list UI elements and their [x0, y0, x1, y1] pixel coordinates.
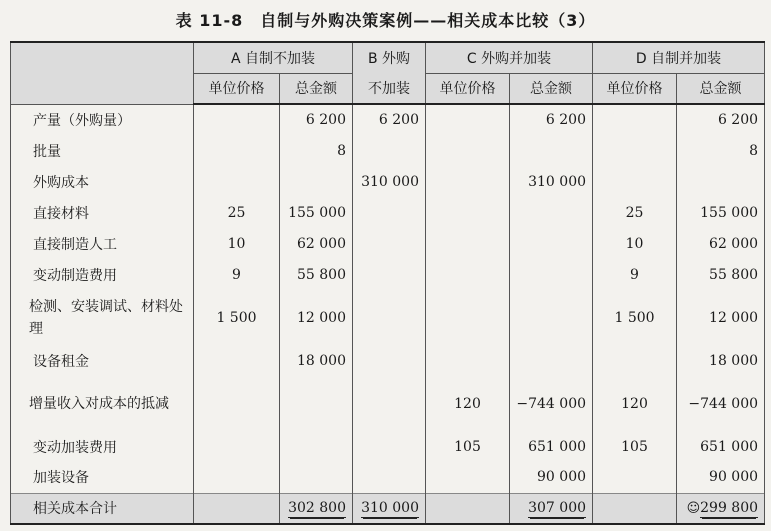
smiley-marker: ☺: [686, 501, 701, 517]
row-label: 加装设备: [11, 462, 194, 493]
cell-a-price: [194, 135, 280, 166]
cell-c-price: [426, 166, 510, 197]
cell-d-total: 55 800: [677, 259, 765, 290]
header-c-total: 总金额: [510, 73, 593, 104]
cell-d-price: 1 500: [593, 290, 677, 345]
total-d: 299 800: [700, 500, 759, 517]
cell-d-price: [593, 493, 677, 524]
row-label: 变动制造费用: [11, 259, 194, 290]
cell-a-price: [194, 462, 280, 493]
cell-b: 6 200: [353, 104, 426, 135]
cell-b: [353, 345, 426, 376]
table-row: [11, 104, 765, 135]
cell-a-total: [280, 462, 353, 493]
table-row: [11, 197, 765, 228]
table-row: [11, 376, 765, 431]
cell-b: [353, 431, 426, 462]
cell-a-total: 55 800: [280, 259, 353, 290]
cell-a-total: [280, 493, 353, 524]
cell-c-total: −744 000: [510, 376, 593, 431]
header-d-price: 单位价格: [593, 73, 677, 104]
cell-a-total: 6 200: [280, 104, 353, 135]
cell-c-total: 90 000: [510, 462, 593, 493]
row-label: 设备租金: [11, 345, 194, 376]
cell-b: [353, 259, 426, 290]
cell-d-total: 90 000: [677, 462, 765, 493]
cell-d-total: 62 000: [677, 228, 765, 259]
header-a-total: 总金额: [280, 73, 353, 104]
cost-comparison-table: [10, 41, 765, 525]
cell-a-total: 18 000: [280, 345, 353, 376]
cell-c-price: 120: [426, 376, 510, 431]
table-title: 表 11-8 自制与外购决策案例——相关成本比较（3）: [175, 11, 596, 30]
cell-b: 310 000: [353, 166, 426, 197]
cell-a-price: [194, 345, 280, 376]
cell-c-total: [510, 197, 593, 228]
row-label: 变动加装费用: [11, 431, 194, 462]
row-label: 批量: [11, 135, 194, 166]
cell-b: [353, 376, 426, 431]
header-group-b: B 外购: [353, 42, 426, 73]
cell-d-total: 8: [677, 135, 765, 166]
cell-a-price: [194, 431, 280, 462]
cell-a-total: [280, 166, 353, 197]
table-row: [11, 228, 765, 259]
cell-c-total: [510, 228, 593, 259]
cell-c-price: [426, 228, 510, 259]
table-row: [11, 345, 765, 376]
cell-d-price: 9: [593, 259, 677, 290]
total-a: 302 800: [288, 500, 346, 517]
cell-d-price: 10: [593, 228, 677, 259]
cell-c-total: [510, 493, 593, 524]
total-c: 307 000: [528, 500, 587, 517]
header-d-total: 总金额: [677, 73, 765, 104]
cell-d-price: [593, 135, 677, 166]
cell-c-price: 105: [426, 431, 510, 462]
cell-d-price: [593, 166, 677, 197]
cell-c-price: [426, 135, 510, 166]
cell-d-price: [593, 345, 677, 376]
cell-b: [353, 135, 426, 166]
cell-a-total: [280, 376, 353, 431]
cell-b: [353, 197, 426, 228]
total-b: 310 000: [361, 500, 419, 517]
cell-c-total: [510, 345, 593, 376]
cell-d-total: 18 000: [677, 345, 765, 376]
cell-b: [353, 462, 426, 493]
cell-b: [353, 290, 426, 345]
cell-a-total: 12 000: [280, 290, 353, 345]
row-label: 直接制造人工: [11, 228, 194, 259]
row-label: 增量收入对成本的抵减: [11, 376, 194, 431]
header-group-a: A 自制不加装: [194, 42, 353, 73]
cell-a-total: 155 000: [280, 197, 353, 228]
header-group-c: C 外购并加装: [426, 42, 593, 73]
row-label: 检测、安装调试、材料处理: [11, 290, 194, 345]
cell-d-total: [677, 493, 765, 524]
cell-d-total: 155 000: [677, 197, 765, 228]
table-row: [11, 431, 765, 462]
cell-d-price: 25: [593, 197, 677, 228]
cell-c-total: [510, 290, 593, 345]
row-label: 产量（外购量）: [11, 104, 194, 135]
cell-a-price: 1 500: [194, 290, 280, 345]
cell-c-price: [426, 345, 510, 376]
cell-a-price: [194, 493, 280, 524]
cell-c-total: 6 200: [510, 104, 593, 135]
cell-c-price: [426, 259, 510, 290]
cell-d-total: 6 200: [677, 104, 765, 135]
cell-c-price: [426, 290, 510, 345]
cell-c-price: [426, 197, 510, 228]
cell-a-total: [280, 431, 353, 462]
cell-b: [353, 228, 426, 259]
cell-d-price: [593, 462, 677, 493]
header-group-d: D 自制并加装: [593, 42, 765, 73]
cell-d-price: 105: [593, 431, 677, 462]
cell-a-price: [194, 376, 280, 431]
cell-c-price: [426, 493, 510, 524]
cell-c-total: [510, 135, 593, 166]
total-row: [11, 493, 765, 524]
table-row: [11, 166, 765, 197]
cell-d-price: 120: [593, 376, 677, 431]
cell-c-price: [426, 104, 510, 135]
cell-c-total: [510, 259, 593, 290]
cell-a-price: [194, 104, 280, 135]
cell-d-total: 651 000: [677, 431, 765, 462]
cell-d-total: 12 000: [677, 290, 765, 345]
row-label: 直接材料: [11, 197, 194, 228]
row-label: 外购成本: [11, 166, 194, 197]
total-label: 相关成本合计: [11, 493, 194, 524]
table-row: [11, 462, 765, 493]
cell-a-total: 62 000: [280, 228, 353, 259]
cell-d-total: −744 000: [677, 376, 765, 431]
table-row: [11, 135, 765, 166]
cell-a-price: 10: [194, 228, 280, 259]
header-a-price: 单位价格: [194, 73, 280, 104]
table-row: [11, 290, 765, 345]
cell-b: [353, 493, 426, 524]
cell-d-total: [677, 166, 765, 197]
cell-d-price: [593, 104, 677, 135]
header-b-sub: 不加装: [353, 73, 426, 104]
cell-a-price: 9: [194, 259, 280, 290]
cell-c-total: 651 000: [510, 431, 593, 462]
cell-c-price: [426, 462, 510, 493]
cell-c-total: 310 000: [510, 166, 593, 197]
table-row: [11, 259, 765, 290]
cell-a-total: 8: [280, 135, 353, 166]
header-blank: [11, 42, 194, 104]
cell-a-price: 25: [194, 197, 280, 228]
cell-a-price: [194, 166, 280, 197]
header-c-price: 单位价格: [426, 73, 510, 104]
